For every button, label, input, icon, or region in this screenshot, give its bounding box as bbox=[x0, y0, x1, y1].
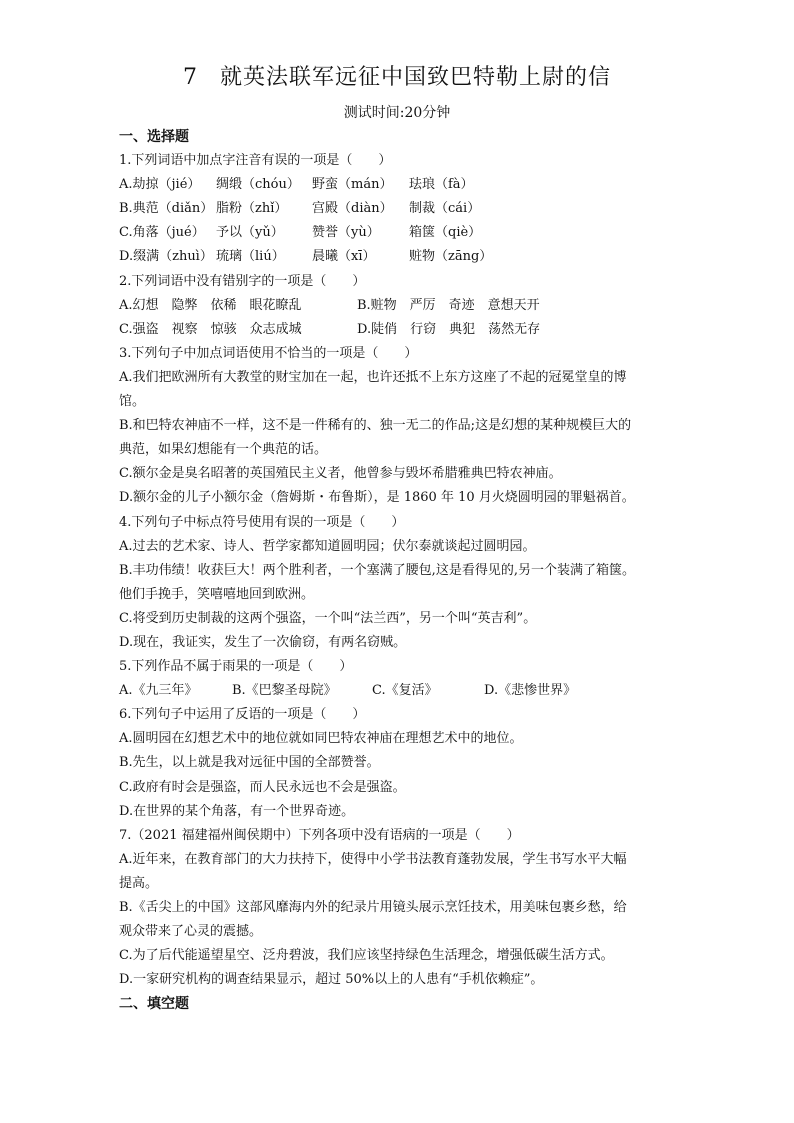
text-line: D.额尔金的儿子小额尔金（詹姆斯・布鲁斯），是 1860 年 10 月火烧圆明园的罪魁祸首。 bbox=[119, 490, 635, 506]
option-row bbox=[119, 294, 679, 318]
lesson-number: 7 bbox=[182, 65, 198, 90]
option-item: 野蛮（mán） bbox=[312, 177, 393, 193]
option-item: 制裁（cái） bbox=[409, 201, 481, 217]
text-line: B.丰功伟绩！收获巨大！两个胜利者，一个塞满了腰包,这是看得见的,另一个装满了箱箧。 bbox=[119, 562, 635, 578]
text-line: D.现在，我证实，发生了一次偷窃，有两名窃贼。 bbox=[119, 634, 407, 650]
text-line: B.《舌尖上的中国》这部风靡海内外的纪录片用镜头展示烹饪技术，用美味包裹乡愁，给 bbox=[119, 900, 627, 915]
text-line: B.和巴特农神庙不一样，这不是一件稀有的、独一无二的作品;这是幻想的某种规模巨大的 bbox=[119, 418, 632, 434]
text-line: 他们手挽手，笑嘻嘻地回到欧洲。 bbox=[119, 586, 315, 602]
option-item: 宫殿（diàn） bbox=[312, 201, 393, 217]
option-item: C.《复活》 bbox=[372, 683, 438, 699]
question-stem: 5.下列作品不属于雨果的一项是（ ） bbox=[119, 659, 353, 675]
option-row bbox=[119, 318, 679, 342]
text-line: 馆。 bbox=[119, 394, 146, 410]
question-stem: 6.下列句子中运用了反语的一项是（ ） bbox=[119, 707, 366, 723]
question-stem: 3.下列句子中加点词语使用不恰当的一项是（ ） bbox=[119, 345, 418, 361]
question-stem: 4.下列句子中标点符号使用有误的一项是（ ） bbox=[119, 514, 405, 530]
option-item: B.典范（diǎn） bbox=[119, 201, 214, 217]
option-item: 晨曦（xī） bbox=[312, 249, 376, 265]
text-line: C.将受到历史制裁的这两个强盗，一个叫“法兰西”，另一个叫“英吉利”。 bbox=[119, 610, 537, 626]
option-item: B.《巴黎圣母院》 bbox=[232, 683, 337, 699]
text-line: 提高。 bbox=[119, 875, 159, 891]
text-line: A.近年来，在教育部门的大力扶持下，使得中小学书法教育蓬勃发展，学生书写水平大幅 bbox=[119, 851, 627, 867]
worksheet-body bbox=[119, 125, 679, 1016]
option-item: 脂粉（zhǐ） bbox=[216, 201, 288, 217]
text-line: A.我们把欧洲所有大教堂的财宝加在一起，也许还抵不上东方这座了不起的冠冕堂皇的博 bbox=[119, 369, 627, 385]
section-heading: 一、选择题 bbox=[119, 129, 189, 145]
text-line: D.在世界的某个角落，有一个世界奇迹。 bbox=[119, 803, 355, 819]
text-line: 典范，如果幻想能有一个典范的话。 bbox=[119, 442, 328, 458]
option-item: 箱箧（qiè） bbox=[409, 225, 482, 241]
question-stem: 1.下列词语中加点字注音有误的一项是（ ） bbox=[119, 153, 392, 169]
option-item: 予以（yǔ） bbox=[216, 225, 284, 241]
option-item: 赞誉（yù） bbox=[312, 225, 380, 241]
option-item: C.角落（jué） bbox=[119, 225, 205, 241]
option-item: A.《九三年》 bbox=[119, 683, 198, 699]
text-line: D.一家研究机构的调查结果显示，超过 50%以上的人患有“手机依赖症”。 bbox=[119, 972, 544, 988]
option-item: 琉璃（liú） bbox=[216, 249, 285, 265]
option-row bbox=[119, 173, 679, 197]
option-row bbox=[119, 245, 679, 269]
text-line: A.圆明园在幻想艺术中的地位就如同巴特农神庙在理想艺术中的地位。 bbox=[119, 731, 523, 747]
page-title bbox=[0, 60, 794, 91]
option-item: D.缀满（zhuì） bbox=[119, 249, 213, 265]
option-item: 珐琅（fà） bbox=[409, 177, 474, 193]
option-item: D.《悲惨世界》 bbox=[484, 683, 577, 699]
question-stem: 7.（2021 福建福州闽侯期中）下列各项中没有语病的一项是（ ） bbox=[119, 827, 520, 843]
option-row bbox=[119, 197, 679, 221]
text-line: C.政府有时会是强盗，而人民永远也不会是强盗。 bbox=[119, 779, 406, 795]
section-heading: 二、填空题 bbox=[119, 996, 189, 1013]
option-item: 绸缎（chóu） bbox=[216, 177, 300, 193]
text-line: A.过去的艺术家、诗人、哲学家都知道圆明园；伏尔泰就谈起过圆明园。 bbox=[119, 538, 536, 554]
option-item: 赃物（zāng） bbox=[409, 249, 493, 265]
option-item: D.陡俏 行窃 典犯 荡然无存 bbox=[357, 321, 541, 337]
option-item: B.赃物 严厉 奇迹 意想天开 bbox=[357, 297, 540, 313]
test-time: 测试时间:20分钟 bbox=[343, 105, 451, 121]
question-stem: 2.下列词语中没有错别字的一项是（ ） bbox=[119, 273, 366, 289]
option-item: C.强盗 视察 惊骇 众志成城 bbox=[119, 321, 302, 337]
lesson-title: 就英法联军远征中国致巴特勒上尉的信 bbox=[219, 65, 611, 90]
option-row bbox=[119, 221, 679, 245]
option-item: A.幻想 隐弊 依稀 眼花瞭乱 bbox=[119, 297, 302, 313]
option-row bbox=[119, 679, 679, 703]
text-line: C.额尔金是臭名昭著的英国殖民主义者，他曾参与毁坏希腊雅典巴特农神庙。 bbox=[119, 466, 562, 482]
option-item: A.劫掠（jié） bbox=[119, 177, 201, 193]
text-line: B.先生，以上就是我对远征中国的全部赞誉。 bbox=[119, 755, 380, 771]
text-line: 观众带来了心灵的震撼。 bbox=[119, 924, 263, 940]
text-line: C.为了后代能遥望星空、泛舟碧波，我们应该坚持绿色生活理念，增强低碳生活方式。 bbox=[119, 948, 614, 964]
